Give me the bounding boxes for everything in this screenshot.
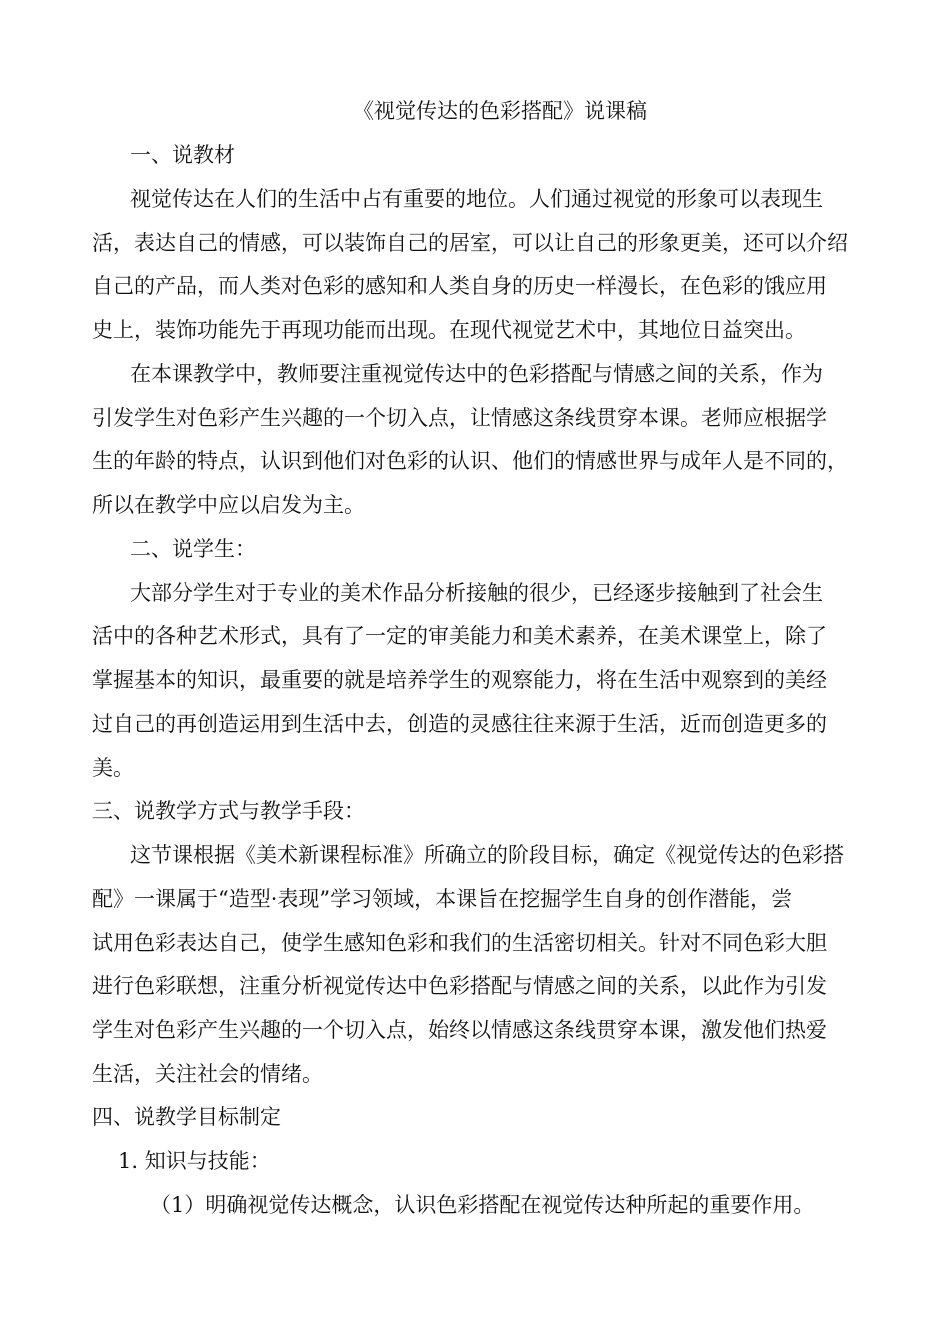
section-heading: 二、说学生： [130,537,256,561]
paragraph-line: 掌握基本的知识，最重要的就是培养学生的观察能力，将在生活中观察到的美经 [92,668,827,692]
paragraph-line: 引发学生对色彩产生兴趣的一个切入点，让情感这条线贯穿本课。老师应根据学 [92,406,827,430]
paragraph-line: 学生对色彩产生兴趣的一个切入点，始终以情感这条线贯穿本课，激发他们热爱 [92,1018,827,1042]
paragraph-line: 试用色彩表达自己，使学生感知色彩和我们的生活密切相关。针对不同色彩大胆 [92,931,827,955]
paragraph-line: 生的年龄的特点，认识到他们对色彩的认识、他们的情感世界与成年人是不同的， [92,449,848,473]
paragraph-line: 这节课根据《美术新课程标准》所确立的阶段目标，确定《视觉传达的色彩搭 [130,843,844,867]
list-item: （1）明确视觉传达概念，认识色彩搭配在视觉传达种所起的重要作用。 [150,1193,815,1217]
paragraph-line: 大部分学生对于专业的美术作品分析接触的很少，已经逐步接触到了社会生 [130,581,823,605]
document-title: 《视觉传达的色彩搭配》说课稿 [353,99,647,123]
paragraph-line: 生活，关注社会的情绪。 [92,1062,323,1086]
paragraph-line: 所以在教学中应以启发为主。 [92,493,365,517]
paragraph-line: 在本课教学中，教师要注重视觉传达中的色彩搭配与情感之间的关系，作为 [130,362,823,386]
paragraph-line: 过自己的再创造运用到生活中去，创造的灵感往往来源于生活，近而创造更多的 [92,712,827,736]
paragraph-line: 活中的各种艺术形式，具有了一定的审美能力和美术素养，在美术课堂上，除了 [92,624,827,648]
paragraph-line: 美。 [92,756,134,780]
section-heading: 三、说教学方式与教学手段： [92,799,365,823]
paragraph-line: 进行色彩联想，注重分析视觉传达中色彩搭配与情感之间的关系，以此作为引发 [92,974,827,998]
section-heading: 一、说教材 [130,143,235,167]
paragraph-line: 视觉传达在人们的生活中占有重要的地位。人们通过视觉的形象可以表现生 [130,187,823,211]
paragraph-line: 自己的产品，而人类对色彩的感知和人类自身的历史一样漫长，在色彩的饿应用 [92,274,827,298]
paragraph-line: 配》一课属于“造型·表现”学习领域，本课旨在挖掘学生自身的创作潜能，尝 [92,887,793,911]
section-heading: 四、说教学目标制定 [92,1105,281,1129]
subsection-heading: 1. 知识与技能： [118,1149,271,1173]
paragraph-line: 史上，装饰功能先于再现功能而出现。在现代视觉艺术中，其地位日益突出。 [92,318,806,342]
paragraph-line: 活，表达自己的情感，可以装饰自己的居室，可以让自己的形象更美，还可以介绍 [92,231,848,255]
